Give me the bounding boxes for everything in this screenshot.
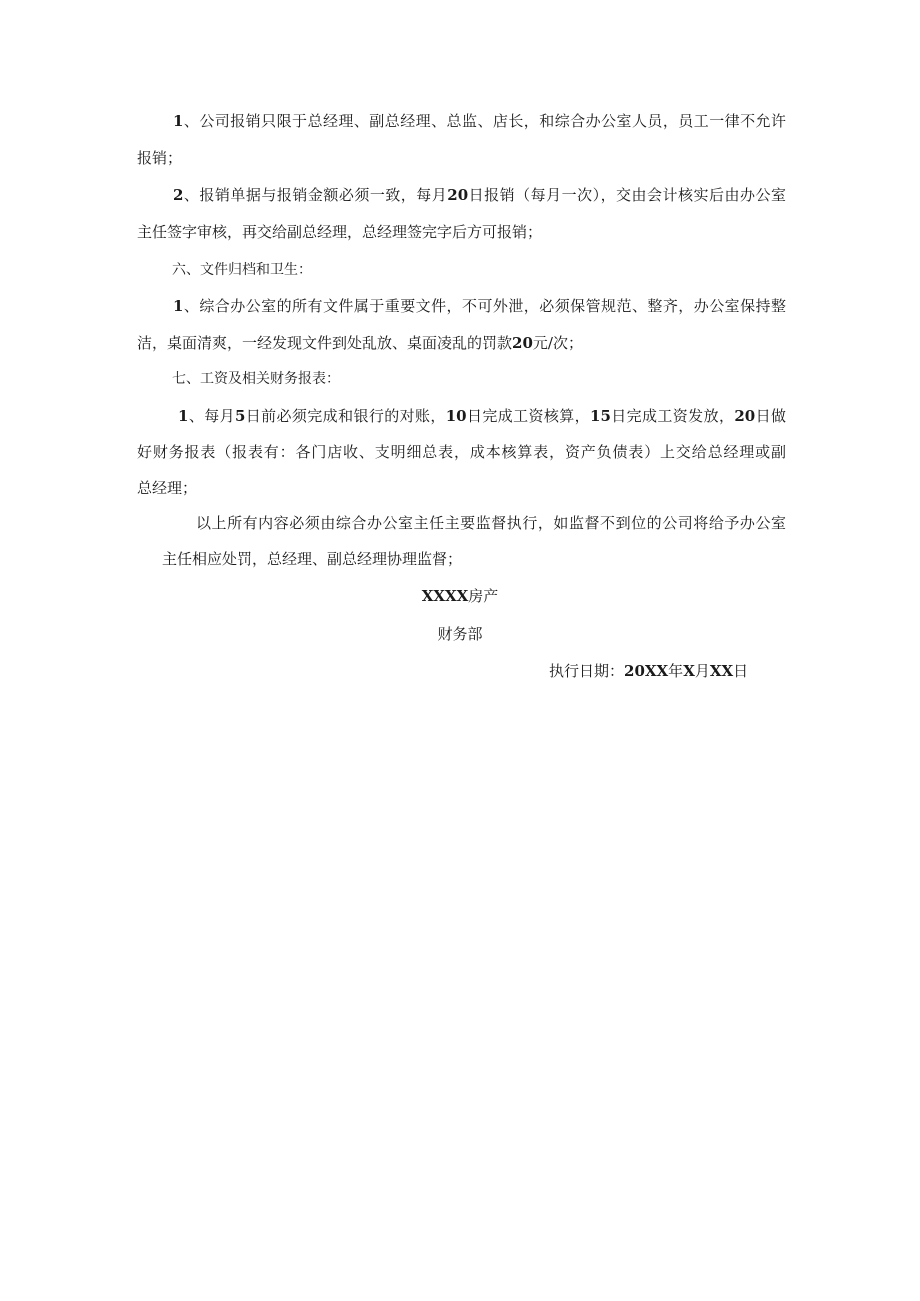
reimbursement-item-1-line-1 [173,111,786,131]
date-month: X [683,662,695,680]
item-text-number: 5 [234,407,246,425]
item-number: 1 [173,297,184,315]
closing-line-1: 以上所有内容必须由综合办公室主任主要监督执行，如监督不到位的公司将给予办公室 [196,514,786,532]
section-7-item-1-line-2: 好财务报表（报表有：各门店收、支明细总表，成本核算表，资产负债表）上交给总经理或副 [137,443,786,461]
item-text: 日完成工资核算， [466,407,591,425]
item-text: 洁，桌面清爽，一经发现文件到处乱放、桌面凌乱的罚款 [137,334,513,352]
item-text: 、报销单据与报销金额必须一致，每月 [183,186,448,204]
item-text-number: 20 [734,407,756,425]
item-text: 日前必须完成和银行的对账， [245,407,446,425]
section-6-heading: 六、文件归档和卫生： [172,262,312,278]
item-text-number: 15 [590,407,611,425]
date-month-unit: 月 [694,662,710,680]
section-7-item-1-line-1 [178,406,786,426]
date-label: 执行日期： [549,662,625,680]
reimbursement-item-1-line-2: 报销； [137,149,183,167]
item-text-number: 20 [512,334,533,352]
section-6-item-1-line-1 [173,296,786,316]
item-text: 、公司报销只限于总经理、副总经理、总监、店长，和综合办公室人员，员工一律不允许 [183,112,786,130]
company-name-rest: 房产 [468,587,499,605]
item-number: 2 [173,186,184,204]
closing-line-2: 主任相应处罚，总经理、副总经理协理监督； [162,550,463,568]
item-text-number: 20 [447,186,469,204]
date-year-unit: 年 [668,662,684,680]
item-text: 日做 [755,407,786,425]
item-number: 1 [178,407,189,425]
department-name: 财务部 [437,625,483,643]
company-name-bold: XXXX [421,587,469,605]
item-text: 日完成工资发放， [610,407,735,425]
execution-date [549,661,748,681]
reimbursement-item-2-line-2: 主任签字审核，再交给副总经理，总经理签完字后方可报销； [137,223,543,241]
item-text: 、综合办公室的所有文件属于重要文件，不可外泄，必须保管规范、整齐，办公室保持整 [183,297,786,315]
item-text-number: 10 [445,407,467,425]
item-number: 1 [173,112,184,130]
section-7-heading: 七、工资及相关财务报表： [172,371,340,387]
date-day: XX [709,662,734,680]
date-day-unit: 日 [733,662,749,680]
date-year: 20XX [624,662,669,680]
item-text: 、每月 [188,407,235,425]
reimbursement-item-2-line-1 [173,185,786,205]
item-text: 日报销（每月一次），交由会计核实后由办公室 [468,186,786,204]
section-6-item-1-line-2 [137,333,583,353]
section-7-item-1-line-3: 总经理； [137,479,198,497]
item-text: 元/次； [532,334,583,352]
company-name [360,586,560,606]
